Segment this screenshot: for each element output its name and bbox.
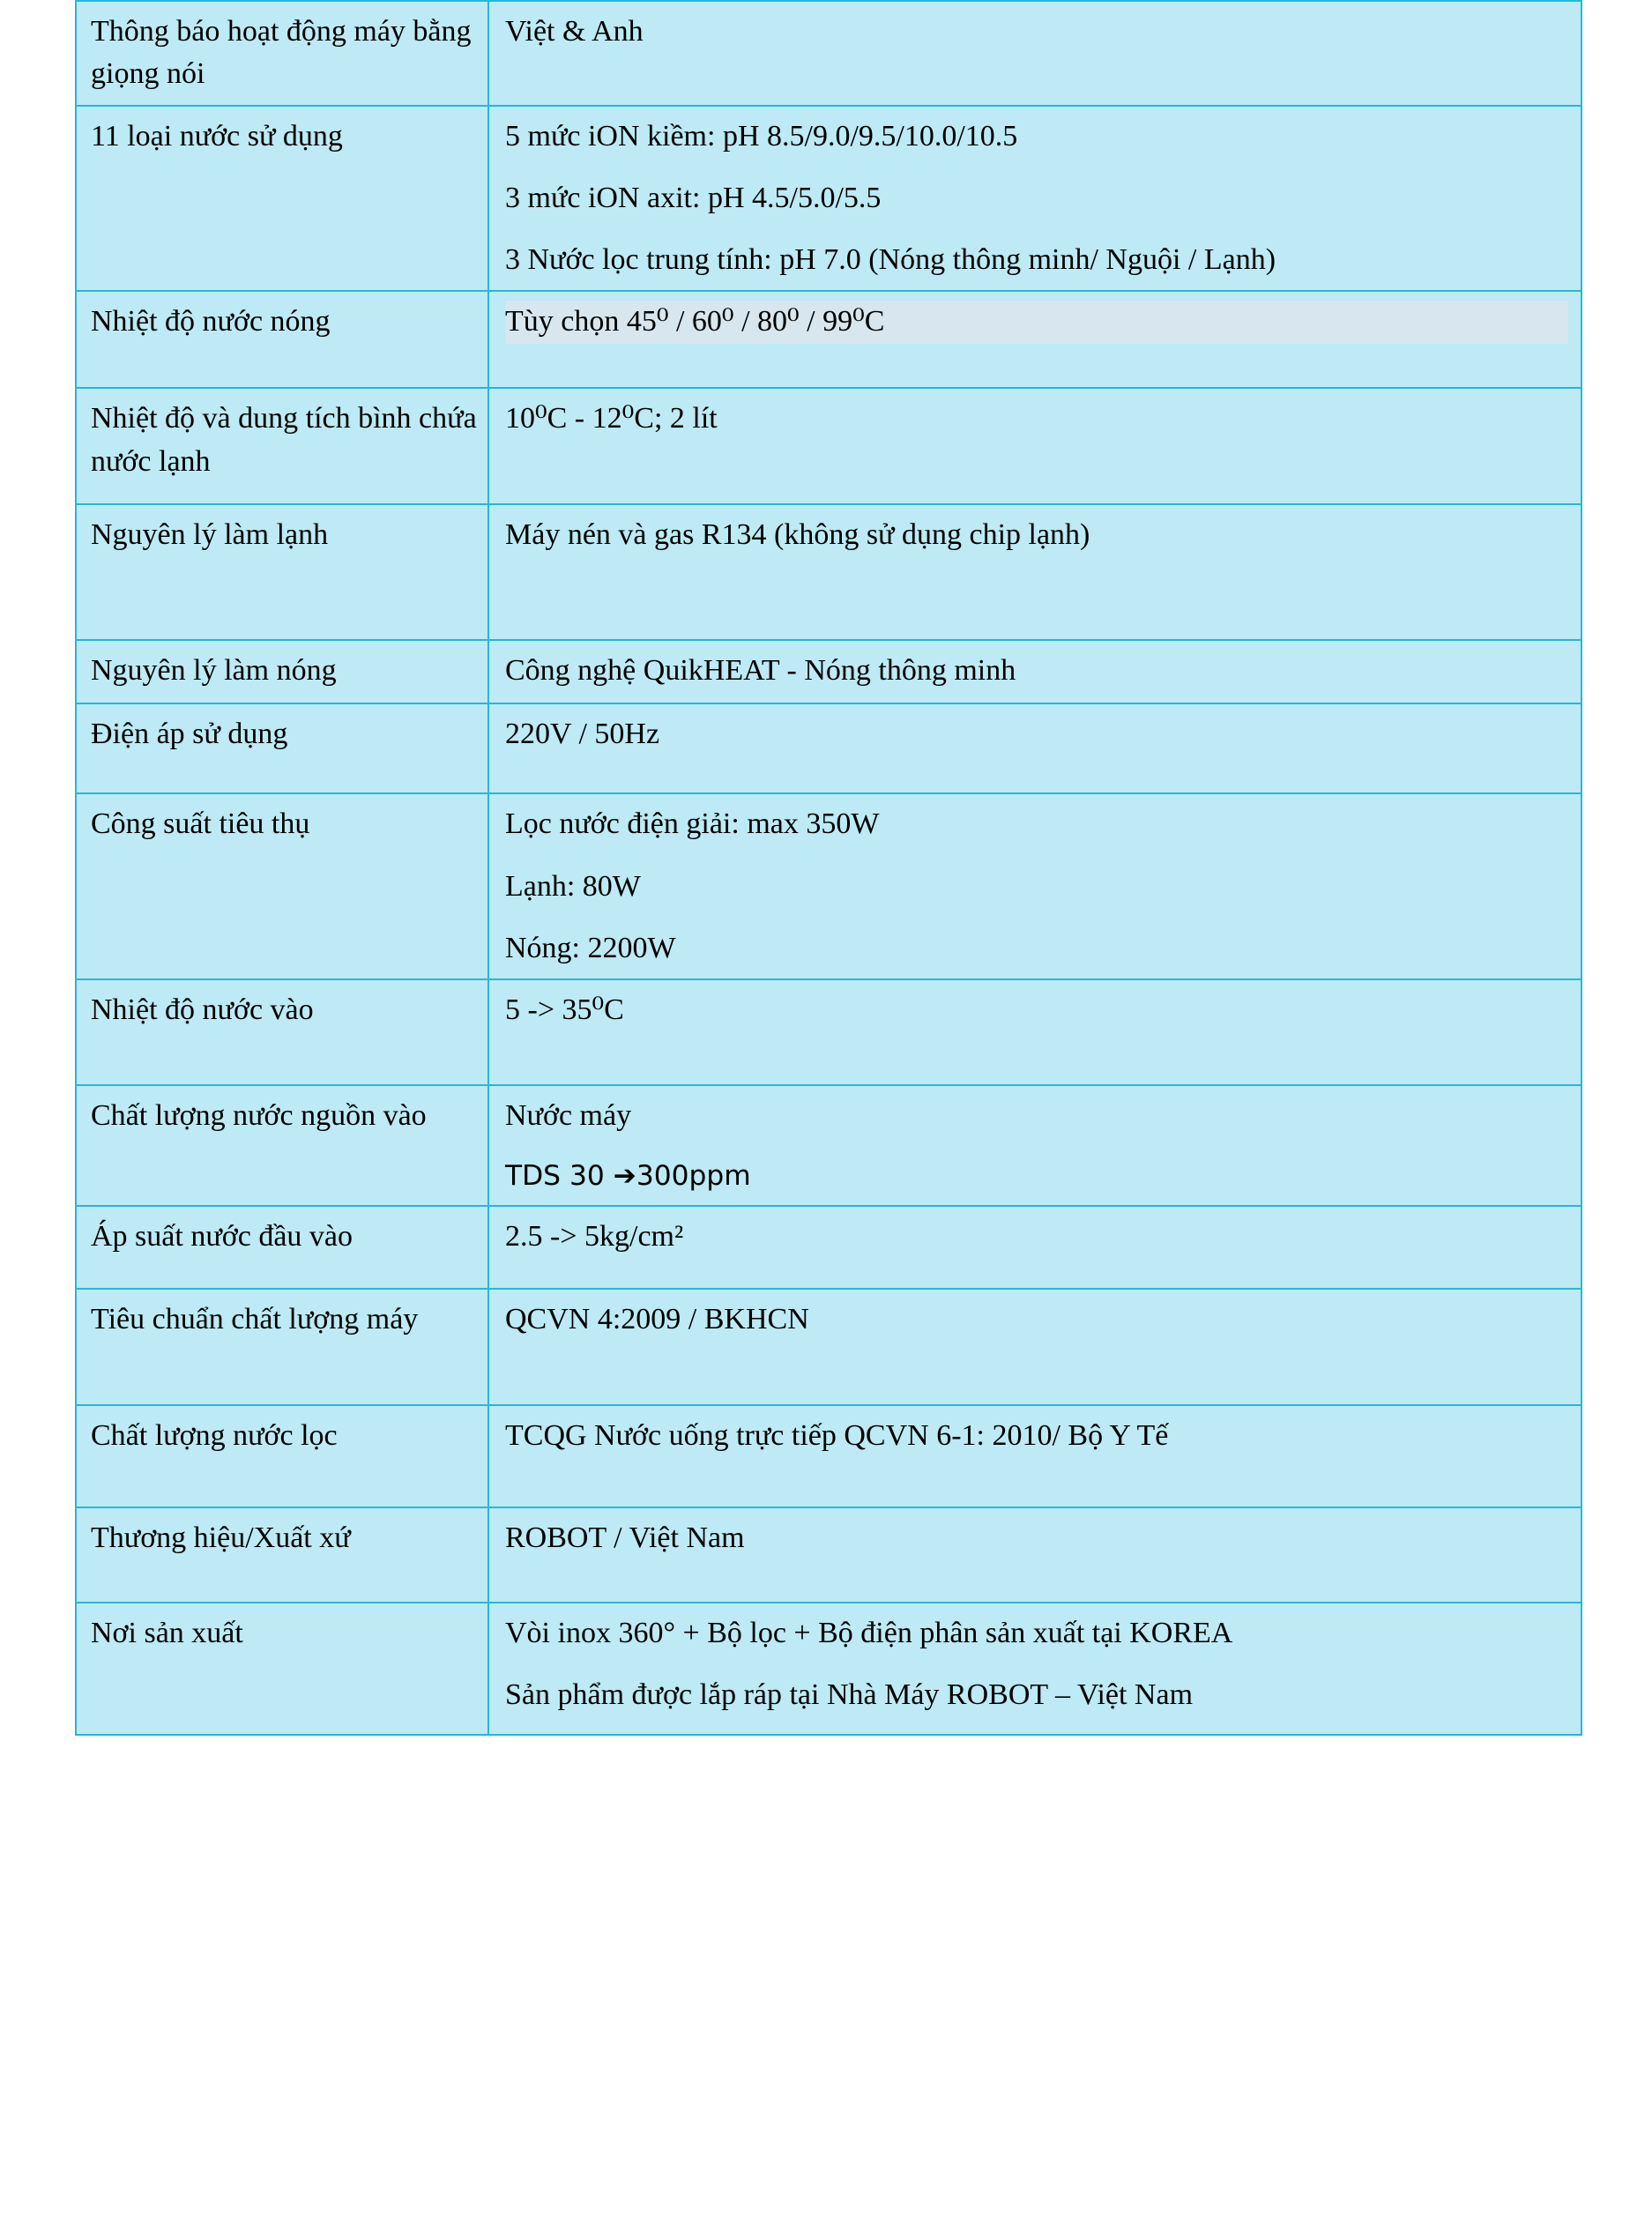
table-row bbox=[76, 1603, 1581, 1735]
spec-value bbox=[488, 1507, 1581, 1603]
spec-label: Nguyên lý làm nóng bbox=[76, 640, 488, 703]
spec-label: Thương hiệu/Xuất xứ bbox=[76, 1507, 488, 1603]
spec-value-line: Nước máy bbox=[505, 1099, 632, 1133]
spec-value bbox=[488, 793, 1581, 979]
specification-table bbox=[75, 0, 1582, 1736]
spec-value-line: Công nghệ QuikHEAT - Nóng thông minh bbox=[505, 654, 1016, 688]
spec-value-line: Lạnh: 80W bbox=[505, 869, 641, 903]
spec-value-line: Việt & Anh bbox=[505, 15, 644, 48]
table-row bbox=[76, 1085, 1581, 1206]
spec-value bbox=[488, 979, 1581, 1085]
spec-value bbox=[488, 504, 1581, 640]
spec-label: Điện áp sử dụng bbox=[76, 703, 488, 793]
table-row bbox=[76, 1289, 1581, 1405]
spec-label: 11 loại nước sử dụng bbox=[76, 106, 488, 292]
spec-value bbox=[488, 1289, 1581, 1405]
spec-value bbox=[488, 1603, 1581, 1735]
spec-label: Nhiệt độ và dung tích bình chứa nước lạnh bbox=[76, 388, 488, 504]
spec-value bbox=[488, 291, 1581, 388]
spec-value-line: 5 mức iON kiềm: pH 8.5/9.0/9.5/10.0/10.5 bbox=[505, 119, 1018, 153]
spec-label: Nguyên lý làm lạnh bbox=[76, 504, 488, 640]
table-row bbox=[76, 1507, 1581, 1603]
table-row bbox=[76, 703, 1581, 793]
table-row bbox=[76, 388, 1581, 504]
spec-value-line: Nóng: 2200W bbox=[505, 931, 676, 964]
spec-label: Nhiệt độ nước nóng bbox=[76, 291, 488, 388]
spec-value-line: Vòi inox 360° + Bộ lọc + Bộ điện phân sản xuất tại KOREA bbox=[505, 1616, 1233, 1649]
spec-value bbox=[488, 1206, 1581, 1289]
spec-value bbox=[488, 106, 1581, 292]
spec-value-line: TCQG Nước uống trực tiếp QCVN 6-1: 2010/ Bộ Y Tế bbox=[505, 1418, 1169, 1452]
spec-value-line: 220V / 50Hz bbox=[505, 718, 660, 751]
spec-value-line: ROBOT / Việt Nam bbox=[505, 1521, 745, 1554]
table-row bbox=[76, 640, 1581, 703]
spec-value-line: 10⁰C - 12⁰C; 2 lít bbox=[505, 402, 718, 435]
spec-value-line: TDS 30 ➔300ppm bbox=[505, 1160, 751, 1193]
spec-value bbox=[488, 1085, 1581, 1206]
table-row bbox=[76, 291, 1581, 388]
spec-value-line: QCVN 4:2009 / BKHCN bbox=[505, 1302, 809, 1335]
table-row bbox=[76, 1405, 1581, 1507]
table-row bbox=[76, 1, 1581, 106]
spec-label: Nhiệt độ nước vào bbox=[76, 979, 488, 1085]
spec-value-line: 3 Nước lọc trung tính: pH 7.0 (Nóng thông minh/ Nguội / Lạnh) bbox=[505, 243, 1276, 277]
spec-label: Thông báo hoạt động máy bằng giọng nói bbox=[76, 1, 488, 106]
table-row bbox=[76, 106, 1581, 292]
specification-table-body bbox=[76, 1, 1581, 1735]
spec-value-line: Tùy chọn 45⁰ / 60⁰ / 80⁰ / 99⁰C bbox=[505, 301, 1568, 343]
table-row bbox=[76, 504, 1581, 640]
spec-label: Chất lượng nước nguồn vào bbox=[76, 1085, 488, 1206]
spec-value bbox=[488, 640, 1581, 703]
spec-value-line: 2.5 -> 5kg/cm² bbox=[505, 1219, 684, 1253]
spec-value-line: Sản phẩm được lắp ráp tại Nhà Máy ROBOT – Việt Nam bbox=[505, 1678, 1194, 1712]
spec-value-line: Lọc nước điện giải: max 350W bbox=[505, 807, 880, 841]
spec-label: Nơi sản xuất bbox=[76, 1603, 488, 1735]
spec-value bbox=[488, 1, 1581, 106]
spec-value bbox=[488, 703, 1581, 793]
spec-value bbox=[488, 1405, 1581, 1507]
spec-value-line: 3 mức iON axit: pH 4.5/5.0/5.5 bbox=[505, 181, 882, 214]
spec-value bbox=[488, 388, 1581, 504]
spec-label: Tiêu chuẩn chất lượng máy bbox=[76, 1289, 488, 1405]
table-row bbox=[76, 1206, 1581, 1289]
table-row bbox=[76, 793, 1581, 979]
spec-label: Áp suất nước đầu vào bbox=[76, 1206, 488, 1289]
table-row bbox=[76, 979, 1581, 1085]
spec-label: Công suất tiêu thụ bbox=[76, 793, 488, 979]
spec-label: Chất lượng nước lọc bbox=[76, 1405, 488, 1507]
spec-value-line: 5 -> 35⁰C bbox=[505, 993, 624, 1027]
spec-value-line: Máy nén và gas R134 (không sử dụng chip lạnh) bbox=[505, 518, 1090, 552]
